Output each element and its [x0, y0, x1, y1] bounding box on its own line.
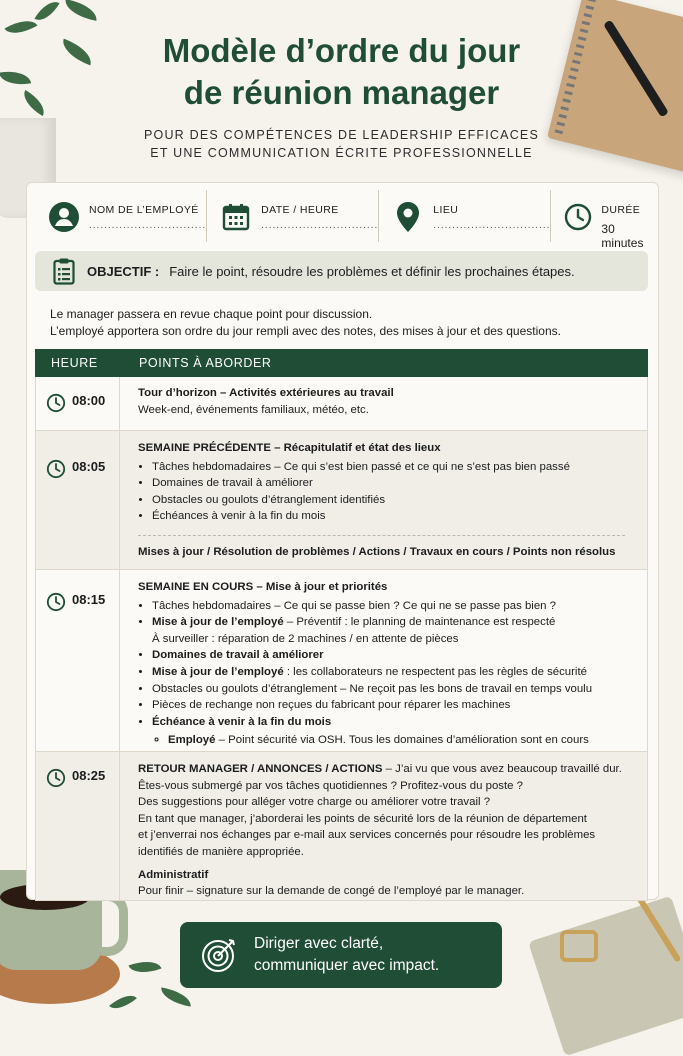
objective-box: [35, 251, 648, 291]
employee-name-field[interactable]: [35, 190, 206, 242]
item-text: – J’ai vu que vous avez beaucoup travaillé dur.: [382, 763, 622, 775]
column-header-topics: POINTS À ABORDER: [139, 356, 272, 370]
row-footer: Mises à jour / Résolution de problèmes / Actions / Travaux en cours / Points non résolus: [138, 545, 616, 558]
duration-field: [550, 190, 648, 250]
location-field[interactable]: [378, 190, 550, 242]
calendar-icon: [219, 200, 253, 234]
admin-text: Pour finir – signature sur la demande de congé de l’employé par le manager.: [138, 885, 525, 898]
subtitle-line: ET UNE COMMUNICATION ÉCRITE PROFESSIONNELLE: [150, 146, 533, 160]
list-item: • Obstacles ou goulots d’étranglement identifiés: [152, 492, 633, 509]
row-title: SEMAINE EN COURS – Mise à jour et priorités: [138, 581, 388, 593]
row-text: Êtes-vous submergé par vos tâches quotidiennes ? Profitez-vous du poste ?: [138, 779, 523, 792]
location-label: LIEU: [433, 204, 459, 216]
table-row: [35, 377, 648, 431]
list-item: [152, 664, 633, 681]
item-text: À surveiller : réparation de 2 machines / en attente de pièces: [152, 632, 459, 645]
leaf-decoration: [34, 0, 59, 26]
bullet-list: [138, 459, 633, 525]
row-text: Des suggestions pour alléger votre charge ou améliorer votre travail ?: [138, 796, 491, 809]
table-header: [35, 349, 648, 377]
item-bold: Mise à jour de l’employé: [152, 665, 284, 678]
time-label: 08:25: [72, 768, 106, 783]
location-blank: ...............................: [433, 220, 551, 231]
list-item: • Obstacles ou goulots d’étranglement – Ne reçoit pas les bons de travail en temps voulu: [152, 681, 633, 698]
agenda-table: [35, 349, 648, 901]
row-text: et j’enverrai nos échanges par e-mail aux services concernés pour résoudre les problèmes: [138, 829, 596, 842]
user-icon: [47, 200, 81, 234]
clipboard-decoration: [528, 896, 683, 1056]
item-text: – Préventif : le planning de maintenance est respecté: [283, 616, 556, 629]
list-item: [168, 732, 633, 749]
subtitle: [120, 126, 563, 162]
row-content: [120, 752, 647, 900]
title-line: Modèle d’ordre du jour: [162, 32, 521, 69]
row-text: identifiés de manière appropriée.: [138, 845, 304, 858]
list-item: [152, 714, 633, 749]
leaf-decoration: [5, 13, 38, 40]
list-item: • Domaines de travail à améliorer: [152, 647, 633, 664]
clock-icon: [46, 768, 66, 788]
row-title: Tour d’horizon – Activités extérieures au travail: [138, 387, 394, 399]
leaf-decoration: [18, 90, 49, 116]
duration-label: DURÉE: [601, 204, 641, 216]
item-bold: Employé: [168, 734, 216, 747]
item-bold: Mise à jour de l’employé: [152, 616, 284, 629]
date-time-field[interactable]: [206, 190, 378, 242]
time-label: 08:00: [72, 393, 106, 408]
time-label: 08:05: [72, 459, 106, 474]
row-time: [36, 570, 120, 751]
employee-name-label: NOM DE L’EMPLOYÉ: [89, 204, 199, 216]
item-text: – Point sécurité via OSH. Tous les domaines d’amélioration sont en cours: [215, 734, 589, 747]
page-title: [100, 30, 583, 114]
target-icon: [200, 936, 238, 974]
list-item: • Échéances à venir à la fin du mois: [152, 508, 633, 525]
clock-icon: [46, 592, 66, 612]
meeting-info-bar: [35, 190, 648, 250]
row-content: [120, 431, 647, 569]
table-row: [35, 431, 648, 570]
slogan-text: [254, 933, 439, 977]
date-time-label: DATE / HEURE: [261, 204, 339, 216]
intro-line: L’employé apportera son ordre du jour rempli avec des notes, des mises à jour et des questions.: [50, 324, 561, 338]
row-text: Week-end, événements familiaux, météo, etc.: [138, 403, 369, 416]
table-row: [35, 752, 648, 901]
row-text: En tant que manager, j’aborderai les points de sécurité lors de la réunion de département: [138, 812, 587, 825]
clock-icon: [563, 200, 593, 234]
sub-bullet-list: [152, 732, 633, 749]
admin-label: Administratif: [138, 868, 209, 881]
item-bold: RETOUR MANAGER / ANNONCES / ACTIONS: [138, 763, 383, 775]
item-bold: Échéance à venir à la fin du mois: [152, 715, 332, 728]
subtitle-line: POUR DES COMPÉTENCES DE LEADERSHIP EFFICACES: [144, 128, 539, 142]
slogan-line: Diriger avec clarté,: [254, 935, 384, 952]
objective-text: Faire le point, résoudre les problèmes et définir les prochaines étapes.: [169, 263, 575, 279]
row-title: [138, 761, 633, 778]
leaf-decoration: [58, 39, 95, 66]
clock-icon: [46, 393, 66, 413]
list-item: • Domaines de travail à améliorer: [152, 475, 633, 492]
row-content: [120, 377, 647, 430]
slogan-line: communiquer avec impact.: [254, 957, 440, 974]
list-item: • Tâches hebdomadaires – Ce qui s’est bien passé et ce qui ne s’est pas bien passé: [152, 459, 633, 476]
leaf-decoration: [109, 989, 137, 1015]
leaf-decoration: [129, 955, 162, 978]
item-text: : les collaborateurs ne respectent pas les règles de sécurité: [283, 665, 587, 678]
dashed-divider: [138, 535, 625, 536]
slogan-banner: [180, 922, 502, 988]
row-content: [120, 570, 647, 751]
clipboard-icon: [53, 257, 75, 285]
clock-icon: [46, 459, 66, 479]
row-time: [36, 377, 120, 430]
list-item: • Pièces de rechange non reçues du fabricant pour réparer les machines: [152, 697, 633, 714]
leaf-decoration: [159, 987, 193, 1006]
title-line: de réunion manager: [183, 74, 500, 111]
leaf-decoration: [63, 0, 99, 21]
column-header-time: HEURE: [51, 356, 98, 370]
list-item: [152, 614, 633, 647]
row-time: [36, 752, 120, 900]
row-title: SEMAINE PRÉCÉDENTE – Récapitulatif et état des lieux: [138, 442, 441, 454]
objective-label: OBJECTIF :: [87, 263, 160, 279]
list-item: • Tâches hebdomadaires – Ce qui se passe bien ? Ce qui ne se passe pas bien ?: [152, 598, 633, 615]
leaf-decoration: [0, 68, 31, 89]
date-time-blank: ...............................: [261, 220, 379, 231]
bullet-list: [138, 598, 633, 749]
table-row: [35, 570, 648, 752]
intro-text: [50, 306, 640, 340]
time-label: 08:15: [72, 592, 106, 607]
binder-clip-decoration: [560, 930, 598, 962]
intro-line: Le manager passera en revue chaque point pour discussion.: [50, 307, 373, 321]
employee-name-blank: ...............................: [89, 220, 207, 231]
duration-value: 30 minutes: [601, 222, 644, 250]
location-pin-icon: [391, 200, 425, 234]
row-time: [36, 431, 120, 569]
